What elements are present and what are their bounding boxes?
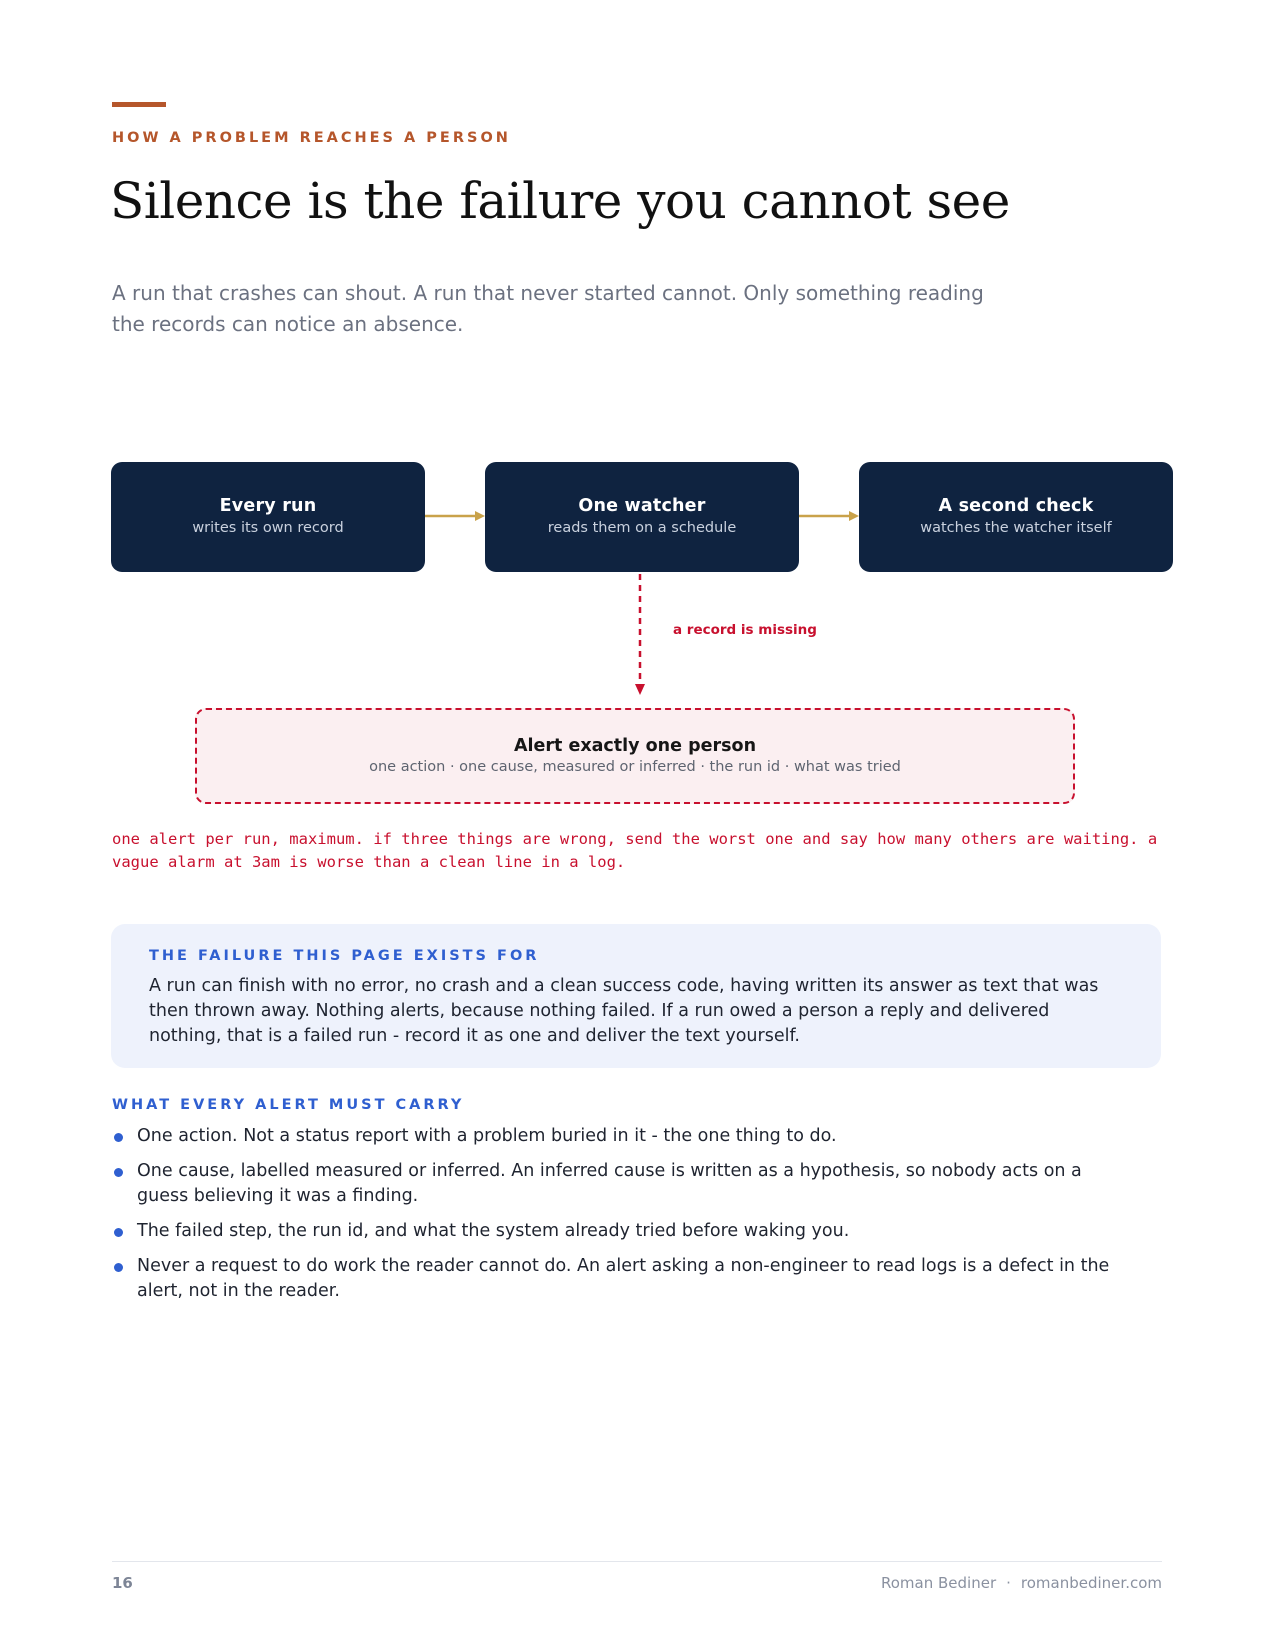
monospace-note: one alert per run, maximum. if three things are wrong, send the worst one and say how many others are waiting. a vague alarm at 3am is worse than a clean line in a log. [112,830,1158,871]
alert-node-title: Alert exactly one person [513,736,757,756]
flow-node-title: Every run [219,496,317,516]
page-title: Silence is the failure you cannot see [110,172,1010,230]
callout-box [111,924,1161,1068]
flow-node-second-check [859,462,1173,572]
list-item-text: One cause, labelled measured or inferred. An inferred cause is written as a hypothesis, so nobody acts on a guess believing it was a finding. [137,1161,1082,1206]
callout-heading: THE FAILURE THIS PAGE EXISTS FOR [149,948,540,964]
flow-node-subtitle: watches the watcher itself [920,520,1112,536]
bullet-dot-icon [114,1263,123,1272]
list-item-text: The failed step, the run id, and what the system already tried before waking you. [137,1221,850,1241]
list-item-text: Never a request to do work the reader cannot do. An alert asking a non-engineer to read logs is a defect in the alert, not in the reader. [137,1256,1110,1301]
accent-rule [112,102,166,107]
bullet-dot-icon [114,1228,123,1237]
bullet-dot-icon [114,1133,123,1142]
footer-divider [112,1561,1162,1562]
flow-node-subtitle: writes its own record [192,520,344,536]
flow-arrow-right-icon [425,508,485,524]
list-item [112,1219,1112,1244]
flow-node-every-run [111,462,425,572]
flow-node-subtitle: reads them on a schedule [547,520,737,536]
flow-node-title: A second check [938,496,1094,516]
section-eyebrow: HOW A PROBLEM REACHES A PERSON [112,130,511,146]
checklist [112,1124,1112,1314]
checklist-heading: WHAT EVERY ALERT MUST CARRY [112,1097,465,1113]
dashed-arrow-down-icon [632,574,648,696]
footer-site-link[interactable]: romanbediner.com [1020,1574,1162,1592]
alert-node-subtitle: one action · one cause, measured or inferred · the run id · what was tried [369,759,901,775]
footer-author: Roman Bediner [881,1574,997,1592]
list-item-text: One action. Not a status report with a problem buried in it - the one thing to do. [137,1126,837,1146]
list-item [112,1159,1112,1209]
page-number: 16 [112,1574,133,1592]
footer-separator: · [1006,1574,1011,1592]
list-item [112,1124,1112,1149]
alert-node [195,708,1075,804]
lede-paragraph: A run that crashes can shout. A run that never started cannot. Only something reading the records can notice an absence. [112,281,984,336]
footer-credit [881,1574,1162,1592]
flow-node-title: One watcher [578,496,706,516]
bullet-dot-icon [114,1168,123,1177]
branch-label: a record is missing [673,622,817,638]
list-item [112,1254,1112,1304]
flow-node-one-watcher [485,462,799,572]
callout-body: A run can finish with no error, no crash and a clean success code, having written its answer as text that was then thrown away. Nothing alerts, because nothing failed. If a run owed a person a reply and delivered nothing, that is a failed run - record it as one and deliver the text yourself. [149,976,1099,1046]
flow-arrow-right-icon [799,508,859,524]
